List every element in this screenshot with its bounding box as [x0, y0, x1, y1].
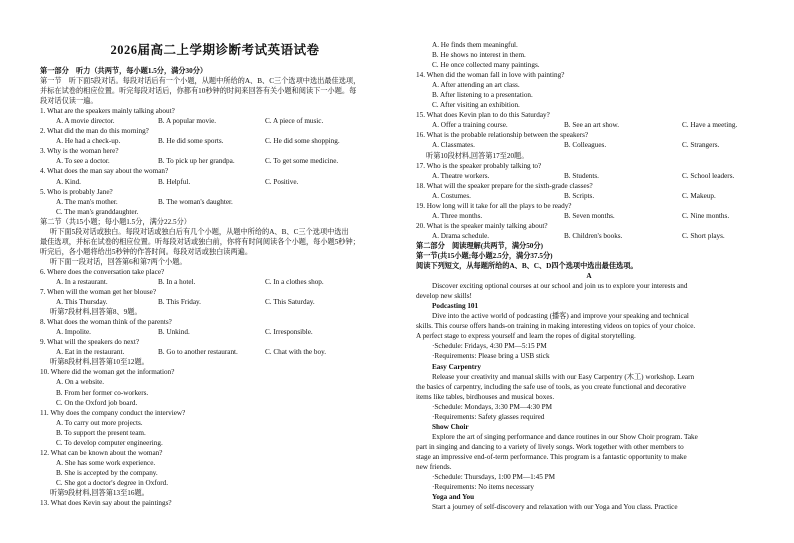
option-c: C. This Saturday. [265, 298, 315, 307]
question-7-options [40, 297, 390, 307]
question-1: 1. What are the speakers mainly talking about? [40, 107, 175, 116]
passage-text: new friends. [416, 462, 452, 471]
sec1-intro-line: 第一节 听下面5段对话。每段对话后有一个小题，从题中所给的A、B、C三个选项中选出最佳选项， [40, 77, 361, 86]
option-b: B. From her former co-workers. [56, 388, 149, 397]
option-c: C. To get some medicine. [265, 157, 339, 166]
question-9-options [40, 347, 390, 357]
passage-text: Explore the art of singing performance and dance routines in our Show Choir program. Take [432, 432, 698, 441]
question-1-options [40, 116, 390, 126]
option-b: B. Scripts. [564, 191, 595, 200]
option-b: B. He did some sports. [158, 137, 224, 146]
option-a: A. In a restaurant. [56, 277, 108, 286]
course-schedule: ·Schedule: Mondays, 3:30 PM—4:30 PM [432, 402, 552, 411]
part2-section1-heading: 第一节(共15小题;每小题2.5分，满分37.5分) [416, 251, 553, 260]
passage-text: the basics of carpentry, including the safe use of tools, as you create functional and decorative [416, 382, 686, 391]
question-18-options [416, 191, 762, 201]
question-17: 17. Who is the speaker probably talking to? [416, 161, 542, 170]
option-c: C. Nine months. [682, 211, 730, 220]
listening-note: 听第7段材料,回答第8、9题。 [50, 308, 142, 317]
passage-label: A [586, 272, 592, 281]
question-4: 4. What does the man say about the woman? [40, 167, 169, 176]
option-a: A. After attending an art class. [432, 81, 520, 90]
option-a: A. Three months. [432, 211, 483, 220]
option-a: A. He finds them meaningful. [432, 41, 518, 49]
option-b: B. The woman's daughter. [158, 197, 233, 206]
option-b: B. In a hotel. [158, 277, 196, 286]
option-c: C. A piece of music. [265, 117, 324, 126]
course-schedule: ·Schedule: Fridays, 4:30 PM—5:15 PM [432, 342, 547, 351]
passage-text: skills. This course offers hands-on training in making interesting videos on topics of your choice. [416, 322, 696, 331]
option-a: A. Eat in the restaurant. [56, 348, 125, 357]
option-a: A. On a website. [56, 378, 105, 387]
option-c: C. Chat with the boy. [265, 348, 327, 357]
option-c: C. He once collected many paintings. [432, 61, 540, 70]
option-c: C. Short plays. [682, 231, 725, 240]
passage-text: Dive into the active world of podcasting (播客) and improve your speaking and technical [432, 312, 689, 321]
course-requirements: ·Requirements: No items necessary [432, 483, 534, 492]
option-a: A. This Thursday. [56, 298, 108, 307]
question-16-options [416, 140, 762, 150]
passage-text: develop new skills! [416, 292, 472, 301]
option-a: A. Classmates. [432, 141, 475, 150]
option-c: C. Strangers. [682, 141, 720, 150]
option-c: C. Positive. [265, 177, 299, 186]
option-a: A. He had a check-up. [56, 137, 121, 146]
option-a: A. Impolite. [56, 328, 91, 337]
course-title-choir: Show Choir [432, 422, 469, 431]
option-b: B. Helpful. [158, 177, 191, 186]
course-schedule: ·Schedule: Thursdays, 1:00 PM—1:45 PM [432, 473, 556, 482]
question-7: 7. When will the woman get her blouse? [40, 288, 157, 297]
part2-heading: 第二部分 阅读理解(共两节，满分50分) [416, 241, 543, 250]
passage-text: Start a journey of self-discovery and relaxation with our Yoga and You class. Practice [432, 503, 678, 512]
sec2-heading: 第二节（共15小题；每小题1.5分，满分22.5分） [40, 217, 191, 226]
option-a: A. The man's mother. [56, 197, 118, 206]
option-a: A. Costumes. [432, 191, 471, 200]
question-19-options [416, 211, 762, 221]
option-b: B. Seven months. [564, 211, 615, 220]
passage-text: Release your creativity and manual skills with our Easy Carpentry (木工) workshop. Learn [432, 372, 695, 381]
question-20-options [416, 231, 762, 241]
option-b: B. She is accepted by the company. [56, 468, 158, 477]
question-15-options [416, 120, 762, 130]
question-3-options [40, 156, 390, 166]
option-c: C. School leaders. [682, 171, 735, 180]
question-15: 15. What does Kevin plan to do this Saturday? [416, 111, 550, 120]
option-c: C. In a clothes shop. [265, 277, 324, 286]
option-a: A. A movie director. [56, 117, 115, 126]
course-requirements: ·Requirements: Please bring a USB stick [432, 352, 550, 361]
question-8: 8. What does the woman think of the parents? [40, 318, 172, 327]
option-c: C. He did some shopping. [265, 137, 340, 146]
question-14: 14. When did the woman fall in love with painting? [416, 71, 565, 80]
listening-note: 听第10段材料,回答第17至20题。 [426, 151, 529, 160]
sec2-intro-line: 听下面5段对话或独白。每段对话或独白后有几个小题，从题中所给的A、B、C三个选项中选出 [50, 227, 349, 236]
question-8-options [40, 327, 390, 337]
option-b: B. After listening to a presentation. [432, 91, 533, 100]
passage-text: items like tables, birdhouses and musical boxes. [416, 392, 555, 401]
question-9: 9. What will the speakers do next? [40, 338, 140, 347]
question-3: 3. Why is the woman here? [40, 147, 119, 156]
left-column [40, 66, 390, 508]
option-b: B. To pick up her grandpa. [158, 157, 235, 166]
option-a: A. Kind. [56, 177, 81, 186]
sec2-intro-line: 听完后，各小题将给出5秒钟的作答时间。每段对话或独白读两遍。 [40, 247, 253, 256]
listening-note: 听下面一段对话，回答第6和第7两个小题。 [50, 257, 187, 266]
course-requirements: ·Requirements: Safety glasses required [432, 412, 545, 421]
question-20: 20. What is the speaker mainly talking about? [416, 221, 548, 230]
question-2: 2. What did the man do this morning? [40, 127, 149, 136]
option-b: B. See an art show. [564, 121, 620, 130]
option-a: A. To carry out more projects. [56, 418, 143, 427]
question-5-options [40, 197, 390, 207]
course-title-podcasting: Podcasting 101 [432, 302, 479, 311]
question-19: 19. How long will it take for all the plays to be ready? [416, 201, 572, 210]
option-c: C. She got a doctor's degree in Oxford. [56, 478, 169, 487]
exam-title: 2026届高二上学期诊断考试英语试卷 [110, 43, 320, 57]
option-a: A. To see a doctor. [56, 157, 110, 166]
question-13: 13. What does Kevin say about the paintings? [40, 499, 172, 508]
part1-heading: 第一部分 听力（共两节，每小题1.5分，满分30分） [40, 67, 208, 75]
question-2-options [40, 136, 390, 146]
option-b: B. He shows no interest in them. [432, 51, 526, 60]
question-12: 12. What can be known about the woman? [40, 448, 163, 457]
option-b: B. Children's books. [564, 231, 623, 240]
reading-instructions: 阅读下列短文，从每题所给的A、B、C、D四个选项中选出最佳选项。 [416, 262, 638, 271]
listening-note: 听第9段材料,回答第13至16题。 [50, 488, 149, 497]
question-6: 6. Where does the conversation take place? [40, 267, 165, 276]
sec2-intro-line: 最佳选项，并标在试卷的相应位置。听每段对话或独白前，你将有时间阅读各个小题，每小题5秒钟； [40, 237, 360, 246]
option-c: C. The man's granddaughter. [56, 207, 139, 216]
option-c: C. On the Oxford job board. [56, 398, 138, 407]
course-title-yoga: Yoga and You [432, 493, 475, 502]
option-c: C. After visiting an exhibition. [432, 101, 520, 110]
passage-text: stage an impressive end-of-term performance. This program is a fantastic opportunity to make [416, 452, 687, 461]
option-b: B. This Friday. [158, 298, 201, 307]
question-11: 11. Why does the company conduct the interview? [40, 408, 186, 417]
option-b: B. Unkind. [158, 328, 190, 337]
question-4-options [40, 177, 390, 187]
option-b: B. To support the present team. [56, 428, 146, 437]
question-16: 16. What is the probable relationship between the speakers? [416, 131, 589, 140]
right-column [416, 40, 762, 512]
option-a: A. Theatre workers. [432, 171, 490, 180]
option-c: C. Have a meeting. [682, 121, 738, 130]
passage-text: part in singing and dancing to a variety of lively songs. Work together with other members to [416, 442, 684, 451]
question-6-options [40, 277, 390, 287]
option-a: A. Offer a training course. [432, 121, 508, 130]
option-b: B. A popular movie. [158, 117, 217, 126]
question-5: 5. Who is probably Jane? [40, 187, 113, 196]
option-b: B. Colleagues. [564, 141, 607, 150]
option-a: A. Drama schedule. [432, 231, 490, 240]
option-c: C. Irresponsible. [265, 328, 313, 337]
question-10: 10. Where did the woman get the information? [40, 368, 175, 377]
passage-text: A perfect stage to express yourself and learn the ropes of digital storytelling. [416, 332, 636, 341]
sec1-intro-line: 段对话仅读一遍。 [40, 97, 98, 106]
option-a: A. She has some work experience. [56, 458, 156, 467]
course-title-carpentry: Easy Carpentry [432, 362, 481, 371]
question-18: 18. What will the speaker prepare for the sixth-grade classes? [416, 181, 593, 190]
listening-note: 听第8段材料,回答第10至12题。 [50, 358, 149, 367]
question-17-options [416, 171, 762, 181]
sec1-intro-line: 并标在试卷的相应位置。听完每段对话后，你都有10秒钟的时间来回答有关小题和阅读下一小题。每 [40, 87, 357, 96]
option-b: B. Students. [564, 171, 599, 180]
passage-text: Discover exciting optional courses at our school and join us to explore your interests and [432, 282, 688, 291]
option-b: B. Go to another restaurant. [158, 348, 238, 357]
option-c: C. Makeup. [682, 191, 716, 200]
option-c: C. To develop computer engineering. [56, 438, 163, 447]
